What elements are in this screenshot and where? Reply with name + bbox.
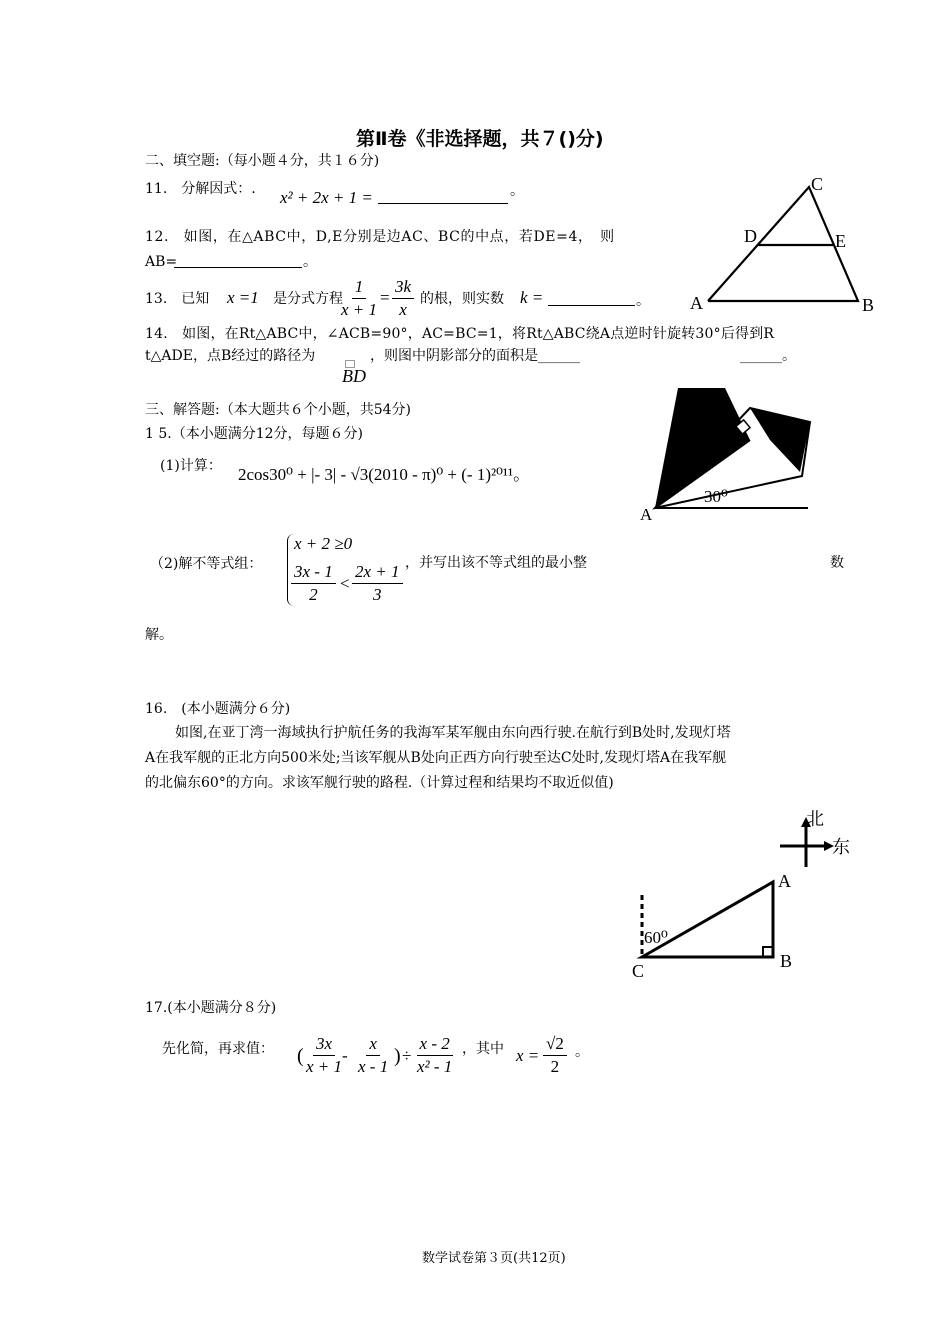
q13-condition: x =1 (227, 288, 259, 307)
page-title: 第Ⅱ卷《非选择题，共７()分) (356, 128, 604, 150)
fraction-numerator: 3k (392, 276, 414, 299)
label-30-degree: 30⁰ (704, 487, 728, 506)
open-paren: ( (297, 1045, 304, 1067)
section3-heading: 三、解答题:（本大题共６个小题，共54分) (145, 402, 411, 418)
fraction-numerator: x - 2 (417, 1033, 453, 1056)
label-a: A (640, 505, 653, 524)
fraction-denominator: 2 (550, 1057, 560, 1076)
label-d: D (744, 226, 757, 246)
q11-suffix: 。 (510, 183, 524, 199)
q12-prefix: AB= (145, 254, 178, 270)
label-c: C (632, 961, 645, 981)
label-b: B (862, 295, 875, 315)
q16-line2: A在我军舰的正北方向500米处;当该军舰从B处向正西方向行驶至达C处时,发现灯塔A在我军舰 (145, 750, 727, 766)
fraction-denominator: x (399, 300, 407, 319)
q16-head: 16. (本小题满分６分) (145, 701, 291, 717)
q14-line2a: t△ADE，点B经过的路径为 (145, 348, 316, 364)
q14-line2c: ______。 (740, 348, 796, 364)
q11-answer-blank[interactable] (378, 189, 508, 204)
label-c: C (811, 174, 824, 194)
q13-suffix: 。 (636, 293, 650, 309)
q11-expression: x² + 2x + 1 = (280, 188, 373, 207)
inequality-1: x + 2 ≥0 (294, 534, 353, 553)
minus-sign: - (342, 1046, 348, 1065)
q17-fraction-2 (355, 1033, 391, 1078)
q15-part2-line2: 解。 (145, 627, 173, 643)
q14-line1: 14. 如图，在Rt△ABC中，∠ACB=90°，AC=BC=1，将Rt△ABC绕A点逆时针旋转30°后得到R (145, 326, 775, 342)
label-b: B (780, 951, 793, 971)
divide-sign: ÷ (402, 1046, 412, 1065)
page-footer: 数学试卷第３页(共12页) (422, 1251, 566, 1266)
section2-heading: 二、填空题:（每小题４分，共１６分) (145, 153, 380, 169)
q15-part1-label: (1)计算： (160, 458, 222, 474)
q13-variable: k = (520, 288, 544, 307)
equals-sign: = (380, 288, 390, 307)
q16-line3: 的北偏东60°的方向。求该军舰行驶的路程.（计算过程和结果均不取近似值) (145, 775, 614, 791)
q17-end: 。 (575, 1044, 589, 1060)
label-60-degree: 60⁰ (644, 928, 668, 947)
q13-answer-blank[interactable] (548, 291, 635, 306)
label-a: A (778, 871, 791, 891)
q16-line1: 如图,在亚丁湾一海域执行护航任务的我海军某军舰由东向西行驶.在航行到B处时,发现灯塔 (175, 725, 731, 741)
q13-prefix: 13. 已知 (145, 291, 210, 307)
close-paren: ) (394, 1045, 401, 1067)
inequality-2-op: < (340, 574, 350, 593)
fraction-denominator: 2 (309, 585, 318, 604)
q17-where: ，其中 (462, 1041, 504, 1057)
q17-fraction-3 (414, 1033, 455, 1078)
q11-prefix: 11. 分解因式：. (145, 181, 256, 197)
fraction-numerator: 1 (352, 276, 367, 299)
arc-symbol-icon (345, 360, 355, 368)
q17-x-equals: x = (516, 1046, 540, 1065)
inequality-2-left (291, 561, 336, 606)
q14-rotation-figure (630, 380, 830, 525)
fraction-numerator: 2x + 1 (352, 561, 403, 584)
fraction-denominator: 3 (373, 585, 382, 604)
fraction-denominator: x² - 1 (417, 1057, 453, 1076)
fraction-denominator: x - 1 (358, 1057, 389, 1076)
fraction-numerator: √2 (543, 1033, 567, 1056)
label-e: E (835, 231, 846, 251)
q15-head: 1 5.（本小题满分12分，每题６分) (145, 426, 363, 442)
q17-fraction-4 (543, 1033, 567, 1078)
q13-mid: 是分式方程 (273, 291, 343, 307)
label-east: 东 (832, 837, 850, 857)
label-north: 北 (806, 809, 824, 829)
fraction-numerator: 3x (313, 1033, 335, 1056)
q15-part2-after2: 数 (830, 555, 844, 571)
q15-part2-label: （2)解不等式组： (150, 556, 263, 572)
fraction-numerator: 3x - 1 (291, 561, 336, 584)
fraction-denominator: x + 1 (341, 300, 378, 319)
q14-line2b: ，则图中阴影部分的面积是______ (370, 348, 580, 364)
q15-part1-expression: 2cos30⁰ + |- 3| - √3(2010 - π)⁰ + (- 1)²⁰¹¹。 (238, 465, 531, 484)
inequality-2-right (352, 561, 403, 606)
q15-part2-after: ，并写出该不等式组的最小整 (405, 555, 587, 571)
q13-fraction-left (338, 276, 380, 321)
q12-line1: 12. 如图，在△ABC中，D,E分别是边AC、BC的中点，若DE=4， 则 (145, 229, 615, 245)
q14-arc-bd: BD (342, 366, 366, 386)
q17-head: 17.(本小题满分８分) (145, 1000, 277, 1016)
fraction-denominator: x + 1 (306, 1057, 343, 1076)
q13-fraction-right (392, 276, 414, 321)
q12-answer-blank[interactable] (174, 253, 302, 268)
fraction-numerator: x (366, 1033, 380, 1056)
q12-triangle-figure (680, 170, 880, 320)
q16-navigation-figure (620, 805, 860, 985)
q17-label: 先化简，再求值： (162, 1041, 274, 1057)
label-a: A (690, 293, 703, 313)
q12-suffix: 。 (303, 254, 317, 270)
q17-fraction-1 (303, 1033, 345, 1078)
q13-after: 的根，则实数 (420, 291, 504, 307)
